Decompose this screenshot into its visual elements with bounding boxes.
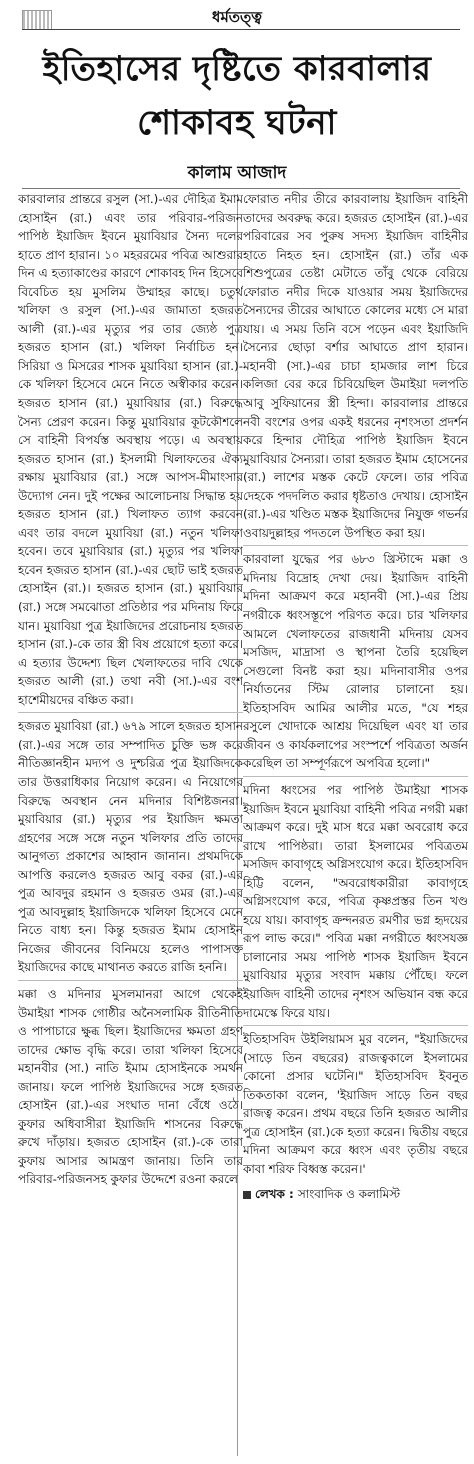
article-column-left: [18, 190, 243, 1455]
page-header: [0, 0, 474, 34]
author-credit: [243, 1185, 468, 1204]
paragraph: ইতিহাসবিদ উইলিয়ামস মুর বলেন, "ইয়াজিদের (সাড়ে তিন বছরের) রাজত্বকালে ইসলামের কোনো প্রসার ঘটেনি।" ইতিহাসবিদ ইবনুত তিকতাকা বলেন, 'ইয়াজিদ সাড়ে তিন বছর রাজত্ব করেন। প্রথম বছরে তিনি হজরত আলীর পুত্র হোসাইন (রা.)কে হত্যা করেন। দ্বিতীয় বছরে মদিনা আক্রমণ করে ধ্বংস এবং তৃতীয় বছরে কাবা শরিফ বিধ্বস্ত করেন।': [243, 1032, 468, 1176]
byline-divider: [22, 188, 460, 189]
paragraph: মদিনা ধ্বংসের পর পাপিষ্ঠ উমাইয়া শাসক ইয়াজিদ ইবনে মুয়াবিয়া বাহিনী পবিত্র নগরী মক্কা আক্রমণ করে। দুই মাস ধরে মক্কা অবরোধ করে রাখে পাপিষ্ঠরা। তারা ইসলামের পবিত্রতম মসজিদ কাবাগৃহে অগ্নিসংযোগ করে। ইতিহাসবিদ হিট্টি বলেন, "অবরোধকারীরা কাবাগৃহে অগ্নিসংযোগ করে, পবিত্র কৃষ্ণপ্রস্তর তিন খণ্ড হয়ে যায়। কাবাগৃহ ক্রন্দনরত রমণীর ভগ্ন হৃদয়ের রূপ লাভ করে।" পবিত্র মক্কা নগরীতে ধ্বংসযজ্ঞ চালানোর সময় পাপিষ্ঠ শাসক ইয়াজিদ ইবনে মুয়াবিয়ার মৃত্যুর সংবাদ মক্কায় পৌঁছে। ফলে ইয়াজিদ বাহিনী তাদের নৃশংস অভিযান বন্ধ করে দামেস্কে ফিরে যায়।: [243, 781, 468, 1026]
article-column-right: [243, 190, 468, 1455]
article-byline: কালাম আজাদ: [187, 163, 287, 183]
headline-line-1: ইতিহাসের দৃষ্টিতে কারবালার: [42, 49, 432, 89]
section-title: ধর্মতত্ত্ব: [212, 8, 262, 26]
bullet-square-icon: [243, 1191, 251, 1199]
paragraph: কারবালা যুদ্ধের পর ৬৮৩ খ্রিস্টাব্দে মক্কা ও মদিনায় বিদ্রোহ দেখা দেয়। ইয়াজিদ বাহিনী মদিনা আক্রমণ করে মহানবী (সা.)-এর প্রিয় নগরীকে ধ্বংসস্তূপে পরিণত করে। চার খলিফার আমলে খেলাফতের রাজধানী মদিনায় যেসব মসজিদ, মাদ্রাসা ও স্থাপনা তৈরি হয়েছিল সেগুলো বিনষ্ট করা হয়। মদিনাবাসীর ওপর নির্যাতনের স্টিম রোলার চালানো হয়। ইতিহাসবিদ আমির আলীর মতে, "যে শহর রসুলে খোদাকে আশ্রয় দিয়েছিল এবং যা তার জীবন ও কার্যকলাপের সংস্পর্শে পবিত্রতা অর্জন করেছিল তা সম্পূর্ণরূপে অপবিত্র হলো।": [243, 550, 468, 777]
paragraph: হজরত মুয়াবিয়া (রা.) ৬৭৯ সালে হজরত হাসান (রা.)-এর সঙ্গে তার সম্পাদিত চুক্তি ভঙ্গ করে নীতিজ্ঞানহীন মদ্যপ ও দুশ্চরিত্র পুত্র ইয়াজিদকে তার উত্তরাধিকার নিয়োগ করেন। এ নিয়োগের বিরুদ্ধে অবস্থান নেন মদিনার বিশিষ্টজনরা। মুয়াবিয়ার (রা.) মৃত্যুর পর ইয়াজিদ ক্ষমতা গ্রহণের সঙ্গে সঙ্গে নতুন খলিফার প্রতি তাদের আনুগত্য প্রকাশের আহ্বান জানান। প্রথমদিকে আপত্তি করলেও হজরত আবু বকর (রা.)-এর পুত্র আবদুর রহমান ও হজরত ওমর (রা.)-এর পুত্র আবদুল্লাহ ইয়াজিদকে খলিফা হিসেবে মেনে নিতে বাধ্য হন। কিন্তু হজরত ইমাম হোসাইন নিজের জীবনের বিনিময়ে হলেও পাপাসক্ত ইয়াজিদের কাছে মাথানত করতে রাজি হননি।: [18, 717, 243, 981]
headline-line-2: শোকাবহ ঘটনা: [137, 103, 337, 143]
header-divider: [22, 29, 460, 30]
author-description: সাংবাদিক ও কলামিস্ট: [297, 1187, 401, 1202]
article-headline: [8, 42, 466, 150]
paragraph: ফোরাত নদীর তীরে কারবালায় ইয়াজিদ বাহিনী তাদের অবরুদ্ধ করে। হজরত হোসাইন (রা.)-এর পরিবারের সব পুরুষ সদস্য ইয়াজিদ বাহিনীর হাতে নিহত হন। হোসাইন (রা.) তাঁর এক শিশুপুত্রের তেষ্টা মেটাতে তাঁবু থেকে বেরিয়ে ফোরাত নদীর দিকে যাওয়ার সময় ইয়াজিদের সৈন্যদের তীরের আঘাতে কোলের মধ্যে সে মারা যায়। এ সময় তিনি বসে পড়েন এবং ইয়াজিদি সৈন্যের ছোড়া বর্শার আঘাতে প্রাণ হারান। মহানবী (সা.)-এর চাচা হামজার লাশ চিরে কলিজা বের করে চিবিয়েছিল উমাইয়া দলপতি আবু সুফিয়ানের স্ত্রী হিন্দা। কারবালার প্রান্তরে নবী বংশের ওপর একই ধরনের নৃশংসতা প্রদর্শন করে হিন্দার দৌহিত্র পাপিষ্ঠ ইয়াজিদ ইবনে মুয়াবিয়ার সৈন্যরা। তারা হজরত ইমাম হোসেনের (রা.) লাশের মস্তক কেটে ফেলে। তার পবিত্র দেহকে পদদলিত করার ধৃষ্টতাও দেখায়। হোসাইন (রা.)-এর খণ্ডিত মস্তক ইয়াজিদের নিযুক্ত গভর্নর ওবায়দুল্লাহর পদতলে উপস্থিত করা হয়।: [243, 190, 468, 546]
paragraph: মক্কা ও মদিনার মুসলমানরা আগে থেকেই উমাইয়া শাসক গোষ্ঠীর অনৈসলামিক রীতিনীতি ও পাপাচারে ক্ষুব্ধ ছিল। ইয়াজিদের ক্ষমতা গ্রহণ তাদের ক্ষোভ বৃদ্ধি করে। তারা খলিফা হিসেবে মহানবীর (সা.) নাতি ইমাম হোসাইনকে সমর্থন জানায়। ফলে পাপিষ্ঠ ইয়াজিদের সঙ্গে হজরত হোসাইন (রা.)-এর সংঘাত দানা বেঁধে ওঠে। কুফার অধিবাসীরা ইয়াজিদি শাসনের বিরুদ্ধে রুখে দাঁড়ায়। হজরত হোসাইন (রা.)-কে তারা কুফায় আসার আমন্ত্রণ জানায়। তিনি তার পরিবার-পরিজনসহ কুফার উদ্দেশে রওনা করলে: [18, 986, 243, 1187]
author-label: লেখক :: [255, 1187, 294, 1202]
paragraph: কারবালার প্রান্তরে রসুল (সা.)-এর দৌহিত্র ইমাম হোসাইন (রা.) এবং তার পরিবার-পরিজন পাপিষ্ঠ ইয়াজিদ ইবনে মুয়াবিয়ার সৈন্য দলের হাতে প্রাণ হারান। ১০ মহররমের পবিত্র আশুরার দিন এ হত্যাকাণ্ডের কারণে শোকাবহ দিন হিসেবে বিবেচিত হয় মুসলিম উম্মাহর কাছে। চতুর্থ খলিফা ও রসুল (সা.)-এর জামাতা হজরত আলী (রা.)-এর মৃত্যুর পর তার জ্যেষ্ঠ পুত্র হজরত হাসান (রা.) খলিফা নির্বাচিত হন। সিরিয়া ও মিসরের শাসক মুয়াবিয়া হাসান (রা.)-কে খলিফা হিসেবে মেনে নিতে অস্বীকার করেন। হজরত হাসান (রা.) মুয়াবিয়ার (রা.) বিরুদ্ধে সৈন্য প্রেরণ করেন। কিন্তু মুয়াবিয়ার কূটকৌশলে সে বাহিনী বিপর্যস্ত অবস্থায় পড়ে। এ অবস্থায় হজরত হাসান (রা.) ইসলামী খিলাফতের ঐক্য রক্ষায় মুয়াবিয়ার (রা.) সঙ্গে আপস-মীমাংসার উদ্যোগ নেন। দুই পক্ষের আলোচনায় সিদ্ধান্ত হয় হজরত হাসান (রা.) খিলাফত ত্যাগ করবেন এবং তার বদলে মুয়াবিয়া (রা.) নতুন খলিফা হবেন। তবে মুয়াবিয়ার (রা.) মৃত্যুর পর খলিফা হবেন হজরত হাসান (রা.)-এর ছোট ভাই হজরত হোসাইন (রা.)। হজরত হাসান (রা.) মুয়াবিয়ার (রা.) সঙ্গে সমঝোতা প্রতিষ্ঠার পর মদিনায় ফিরে যান। মুয়াবিয়া পুত্র ইয়াজিদের প্ররোচনায় হজরত হাসান (রা.)-কে তার স্ত্রী বিষ প্রয়োগে হত্যা করে। এ হত্যার উদ্দেশ্য ছিল খেলাফতের দাবি থেকে হজরত আলী (রা.) তথা নবী (সা.)-এর বংশ হাশেমীয়দের বঞ্চিত করা।: [18, 190, 243, 713]
